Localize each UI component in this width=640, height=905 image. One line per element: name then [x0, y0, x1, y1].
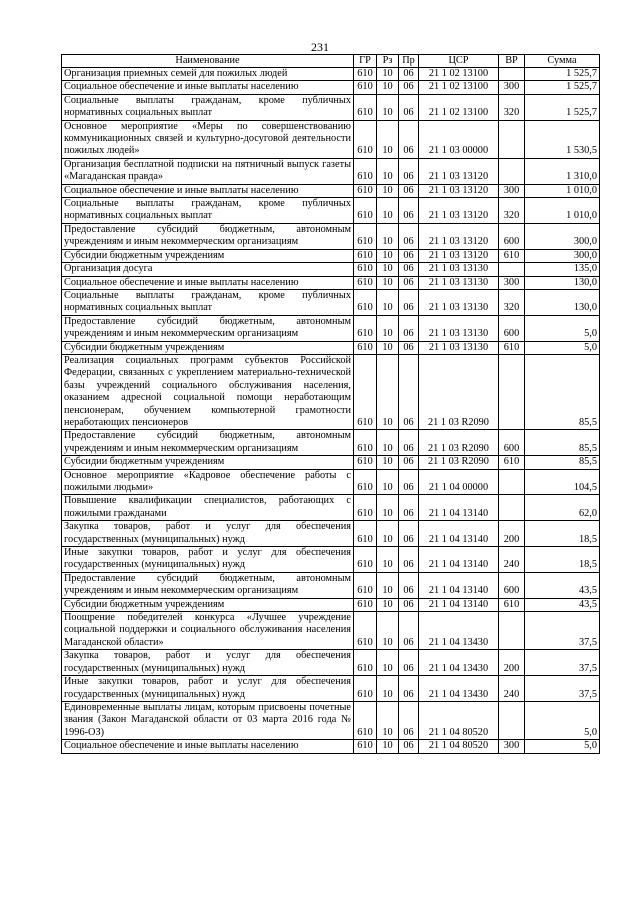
- cell-rz: 10: [377, 469, 399, 495]
- cell-csr: 21 1 03 13130: [419, 276, 499, 289]
- cell-pr: 06: [399, 68, 419, 81]
- table-header: [62, 55, 600, 68]
- cell-sum: 5,0: [525, 341, 600, 354]
- cell-vr: [499, 158, 525, 184]
- cell-pr: 06: [399, 184, 419, 197]
- cell-vr: [499, 612, 525, 650]
- cell-csr: 21 1 03 13130: [419, 263, 499, 276]
- cell-vr: 300: [499, 81, 525, 94]
- cell-gr: 610: [354, 430, 377, 456]
- cell-sum: 5,0: [525, 701, 600, 739]
- cell-gr: 610: [354, 612, 377, 650]
- cell-name: Организация приемных семей для пожилых людей: [62, 68, 354, 81]
- cell-csr: 21 1 04 13140: [419, 547, 499, 573]
- cell-sum: 37,5: [525, 612, 600, 650]
- cell-gr: 610: [354, 547, 377, 573]
- cell-name: Закупка товаров, работ и услуг для обеспечения государственных (муниципальных) нужд: [62, 650, 354, 676]
- cell-name: Основное мероприятие «Меры по совершенствованию коммуникационных связей и культурно-досуговой деятельности пожилых людей»: [62, 120, 354, 158]
- cell-rz: 10: [377, 68, 399, 81]
- cell-pr: 06: [399, 81, 419, 94]
- cell-gr: 610: [354, 315, 377, 341]
- cell-pr: 06: [399, 158, 419, 184]
- cell-sum: 1 525,7: [525, 81, 600, 94]
- table-row: [62, 650, 600, 676]
- cell-vr: 610: [499, 598, 525, 611]
- cell-csr: 21 1 04 13140: [419, 598, 499, 611]
- header-vr: ВР: [499, 55, 525, 68]
- cell-pr: 06: [399, 276, 419, 289]
- cell-rz: 10: [377, 456, 399, 469]
- cell-pr: 06: [399, 701, 419, 739]
- cell-pr: 06: [399, 612, 419, 650]
- cell-name: Единовременные выплаты лицам, которым присвоены почетные звания (Закон Магаданской области от 03 марта 2016 года № 1996-ОЗ): [62, 701, 354, 739]
- cell-vr: 610: [499, 456, 525, 469]
- cell-gr: 610: [354, 81, 377, 94]
- cell-name: Организация досуга: [62, 263, 354, 276]
- cell-pr: 06: [399, 469, 419, 495]
- cell-rz: 10: [377, 430, 399, 456]
- cell-gr: 610: [354, 650, 377, 676]
- cell-csr: 21 1 03 13120: [419, 198, 499, 224]
- cell-gr: 610: [354, 184, 377, 197]
- cell-sum: 130,0: [525, 276, 600, 289]
- cell-csr: 21 1 04 13140: [419, 495, 499, 521]
- cell-pr: 06: [399, 521, 419, 547]
- cell-rz: 10: [377, 341, 399, 354]
- table-row: [62, 676, 600, 702]
- cell-csr: 21 1 04 13430: [419, 612, 499, 650]
- cell-rz: 10: [377, 572, 399, 598]
- cell-csr: 21 1 03 13130: [419, 289, 499, 315]
- cell-pr: 06: [399, 572, 419, 598]
- cell-name: Социальное обеспечение и иные выплаты населению: [62, 81, 354, 94]
- header-row: [62, 55, 600, 68]
- cell-gr: 610: [354, 469, 377, 495]
- table-row: [62, 315, 600, 341]
- cell-name: Иные закупки товаров, работ и услуг для обеспечения государственных (муниципальных) нужд: [62, 676, 354, 702]
- cell-pr: 06: [399, 249, 419, 262]
- cell-rz: 10: [377, 158, 399, 184]
- cell-csr: 21 1 03 13120: [419, 158, 499, 184]
- cell-csr: 21 1 04 13430: [419, 650, 499, 676]
- cell-gr: 610: [354, 456, 377, 469]
- cell-rz: 10: [377, 354, 399, 429]
- header-gr: ГР: [354, 55, 377, 68]
- cell-name: Социальные выплаты гражданам, кроме публичных нормативных социальных выплат: [62, 198, 354, 224]
- cell-csr: 21 1 03 13120: [419, 223, 499, 249]
- header-sum: Сумма: [525, 55, 600, 68]
- cell-gr: 610: [354, 120, 377, 158]
- cell-gr: 610: [354, 341, 377, 354]
- cell-csr: 21 1 03 R2090: [419, 456, 499, 469]
- cell-csr: 21 1 02 13100: [419, 68, 499, 81]
- header-pr: Пр: [399, 55, 419, 68]
- cell-vr: 320: [499, 94, 525, 120]
- table-row: [62, 598, 600, 611]
- cell-sum: 85,5: [525, 430, 600, 456]
- cell-sum: 85,5: [525, 354, 600, 429]
- table-row: [62, 120, 600, 158]
- cell-sum: 37,5: [525, 650, 600, 676]
- cell-name: Предоставление субсидий бюджетным, автономным учреждениям и иным некоммерческим организациям: [62, 572, 354, 598]
- cell-csr: 21 1 04 00000: [419, 469, 499, 495]
- cell-gr: 610: [354, 198, 377, 224]
- cell-sum: 1 010,0: [525, 184, 600, 197]
- table-row: [62, 198, 600, 224]
- cell-vr: [499, 354, 525, 429]
- cell-csr: 21 1 04 80520: [419, 740, 499, 753]
- cell-rz: 10: [377, 740, 399, 753]
- cell-sum: 18,5: [525, 547, 600, 573]
- page-number: 231: [311, 40, 329, 54]
- cell-pr: 06: [399, 289, 419, 315]
- cell-csr: 21 1 03 13120: [419, 184, 499, 197]
- cell-name: Закупка товаров, работ и услуг для обеспечения государственных (муниципальных) нужд: [62, 521, 354, 547]
- cell-name: Поощрение победителей конкурса «Лучшее учреждение социальной поддержки и социального обслуживания населения Магаданской области»: [62, 612, 354, 650]
- cell-name: Предоставление субсидий бюджетным, автономным учреждениям и иным некоммерческим организациям: [62, 315, 354, 341]
- cell-csr: 21 1 02 13100: [419, 81, 499, 94]
- cell-rz: 10: [377, 547, 399, 573]
- cell-csr: 21 1 04 13140: [419, 521, 499, 547]
- cell-sum: 5,0: [525, 740, 600, 753]
- cell-csr: 21 1 03 00000: [419, 120, 499, 158]
- cell-pr: 06: [399, 198, 419, 224]
- cell-sum: 43,5: [525, 572, 600, 598]
- cell-sum: 62,0: [525, 495, 600, 521]
- table-row: [62, 354, 600, 429]
- table-row: [62, 430, 600, 456]
- table-row: [62, 341, 600, 354]
- cell-vr: 320: [499, 198, 525, 224]
- cell-pr: 06: [399, 430, 419, 456]
- table-row: [62, 740, 600, 753]
- cell-rz: 10: [377, 612, 399, 650]
- table-row: [62, 495, 600, 521]
- table-row: [62, 184, 600, 197]
- cell-gr: 610: [354, 94, 377, 120]
- cell-pr: 06: [399, 547, 419, 573]
- table-row: [62, 223, 600, 249]
- cell-rz: 10: [377, 650, 399, 676]
- cell-pr: 06: [399, 650, 419, 676]
- cell-gr: 610: [354, 676, 377, 702]
- cell-pr: 06: [399, 263, 419, 276]
- cell-vr: 600: [499, 223, 525, 249]
- cell-name: Субсидии бюджетным учреждениям: [62, 341, 354, 354]
- cell-rz: 10: [377, 315, 399, 341]
- cell-rz: 10: [377, 521, 399, 547]
- table-row: [62, 547, 600, 573]
- cell-rz: 10: [377, 263, 399, 276]
- table-row: [62, 81, 600, 94]
- cell-vr: [499, 263, 525, 276]
- table-row: [62, 249, 600, 262]
- cell-gr: 610: [354, 521, 377, 547]
- cell-sum: 18,5: [525, 521, 600, 547]
- cell-sum: 135,0: [525, 263, 600, 276]
- table-row: [62, 289, 600, 315]
- cell-pr: 06: [399, 676, 419, 702]
- table-row: [62, 263, 600, 276]
- cell-pr: 06: [399, 740, 419, 753]
- cell-sum: 300,0: [525, 249, 600, 262]
- cell-name: Организация бесплатной подписки на пятничный выпуск газеты «Магаданская правда»: [62, 158, 354, 184]
- cell-csr: 21 1 04 13140: [419, 572, 499, 598]
- cell-vr: [499, 701, 525, 739]
- cell-gr: 610: [354, 598, 377, 611]
- cell-rz: 10: [377, 184, 399, 197]
- cell-csr: 21 1 03 R2090: [419, 354, 499, 429]
- cell-gr: 610: [354, 158, 377, 184]
- cell-rz: 10: [377, 495, 399, 521]
- cell-name: Субсидии бюджетным учреждениям: [62, 456, 354, 469]
- cell-vr: 240: [499, 676, 525, 702]
- table-row: [62, 68, 600, 81]
- cell-rz: 10: [377, 289, 399, 315]
- cell-sum: 5,0: [525, 315, 600, 341]
- cell-pr: 06: [399, 598, 419, 611]
- cell-rz: 10: [377, 249, 399, 262]
- cell-pr: 06: [399, 315, 419, 341]
- cell-vr: 600: [499, 572, 525, 598]
- cell-rz: 10: [377, 676, 399, 702]
- cell-csr: 21 1 02 13100: [419, 94, 499, 120]
- table-row: [62, 521, 600, 547]
- cell-gr: 610: [354, 354, 377, 429]
- cell-gr: 610: [354, 276, 377, 289]
- cell-name: Иные закупки товаров, работ и услуг для обеспечения государственных (муниципальных) нужд: [62, 547, 354, 573]
- cell-rz: 10: [377, 120, 399, 158]
- table-row: [62, 612, 600, 650]
- cell-csr: 21 1 04 13430: [419, 676, 499, 702]
- cell-rz: 10: [377, 598, 399, 611]
- header-csr: ЦСР: [419, 55, 499, 68]
- cell-name: Субсидии бюджетным учреждениям: [62, 598, 354, 611]
- table-row: [62, 572, 600, 598]
- cell-rz: 10: [377, 81, 399, 94]
- cell-gr: 610: [354, 223, 377, 249]
- table-row: [62, 94, 600, 120]
- cell-csr: 21 1 03 13130: [419, 315, 499, 341]
- cell-csr: 21 1 03 R2090: [419, 430, 499, 456]
- cell-name: Предоставление субсидий бюджетным, автономным учреждениям и иным некоммерческим организациям: [62, 223, 354, 249]
- cell-gr: 610: [354, 701, 377, 739]
- cell-vr: 200: [499, 521, 525, 547]
- cell-pr: 06: [399, 354, 419, 429]
- cell-vr: 320: [499, 289, 525, 315]
- cell-rz: 10: [377, 223, 399, 249]
- cell-pr: 06: [399, 120, 419, 158]
- cell-sum: 300,0: [525, 223, 600, 249]
- cell-vr: 300: [499, 276, 525, 289]
- cell-vr: 300: [499, 740, 525, 753]
- cell-name: Социальное обеспечение и иные выплаты населению: [62, 276, 354, 289]
- cell-sum: 104,5: [525, 469, 600, 495]
- cell-vr: [499, 495, 525, 521]
- cell-name: Реализация социальных программ субъектов Российской Федерации, связанных с укреплением материально-технической базы учреждений социального обслуживания населения, оказанием адресной социальной помощи неработающим пенсионерам, обучением компьютерной грамотности неработающих пенсионеров: [62, 354, 354, 429]
- table-body: [62, 68, 600, 754]
- cell-csr: 21 1 03 13130: [419, 341, 499, 354]
- cell-rz: 10: [377, 94, 399, 120]
- cell-sum: 1 310,0: [525, 158, 600, 184]
- cell-gr: 610: [354, 572, 377, 598]
- cell-sum: 130,0: [525, 289, 600, 315]
- cell-vr: 610: [499, 249, 525, 262]
- table-row: [62, 469, 600, 495]
- cell-gr: 610: [354, 263, 377, 276]
- cell-vr: [499, 120, 525, 158]
- cell-vr: 300: [499, 184, 525, 197]
- cell-name: Субсидии бюджетным учреждениям: [62, 249, 354, 262]
- cell-vr: 610: [499, 341, 525, 354]
- table-row: [62, 158, 600, 184]
- cell-pr: 06: [399, 456, 419, 469]
- cell-gr: 610: [354, 289, 377, 315]
- header-rz: Рз: [377, 55, 399, 68]
- cell-sum: 1 530,5: [525, 120, 600, 158]
- cell-name: Социальные выплаты гражданам, кроме публичных нормативных социальных выплат: [62, 289, 354, 315]
- cell-vr: [499, 469, 525, 495]
- cell-sum: 1 525,7: [525, 94, 600, 120]
- cell-name: Социальное обеспечение и иные выплаты населению: [62, 184, 354, 197]
- cell-gr: 610: [354, 249, 377, 262]
- cell-csr: 21 1 04 80520: [419, 701, 499, 739]
- cell-sum: 1 010,0: [525, 198, 600, 224]
- table-row: [62, 276, 600, 289]
- cell-vr: 200: [499, 650, 525, 676]
- budget-table: [61, 54, 600, 754]
- cell-sum: 85,5: [525, 456, 600, 469]
- cell-pr: 06: [399, 223, 419, 249]
- cell-vr: [499, 68, 525, 81]
- cell-sum: 1 525,7: [525, 68, 600, 81]
- cell-csr: 21 1 03 13120: [419, 249, 499, 262]
- cell-vr: 600: [499, 315, 525, 341]
- cell-name: Социальное обеспечение и иные выплаты населению: [62, 740, 354, 753]
- cell-name: Повышение квалификации специалистов, работающих с пожилыми гражданами: [62, 495, 354, 521]
- cell-gr: 610: [354, 740, 377, 753]
- cell-gr: 610: [354, 68, 377, 81]
- cell-rz: 10: [377, 198, 399, 224]
- cell-pr: 06: [399, 341, 419, 354]
- cell-sum: 37,5: [525, 676, 600, 702]
- cell-name: Предоставление субсидий бюджетным, автономным учреждениям и иным некоммерческим организациям: [62, 430, 354, 456]
- cell-name: Социальные выплаты гражданам, кроме публичных нормативных социальных выплат: [62, 94, 354, 120]
- cell-gr: 610: [354, 495, 377, 521]
- cell-pr: 06: [399, 495, 419, 521]
- cell-rz: 10: [377, 276, 399, 289]
- cell-rz: 10: [377, 701, 399, 739]
- table-row: [62, 456, 600, 469]
- cell-vr: 600: [499, 430, 525, 456]
- cell-name: Основное мероприятие «Кадровое обеспечение работы с пожилыми людьми»: [62, 469, 354, 495]
- header-name: Наименование: [62, 55, 354, 68]
- cell-vr: 240: [499, 547, 525, 573]
- cell-sum: 43,5: [525, 598, 600, 611]
- cell-pr: 06: [399, 94, 419, 120]
- table-row: [62, 701, 600, 739]
